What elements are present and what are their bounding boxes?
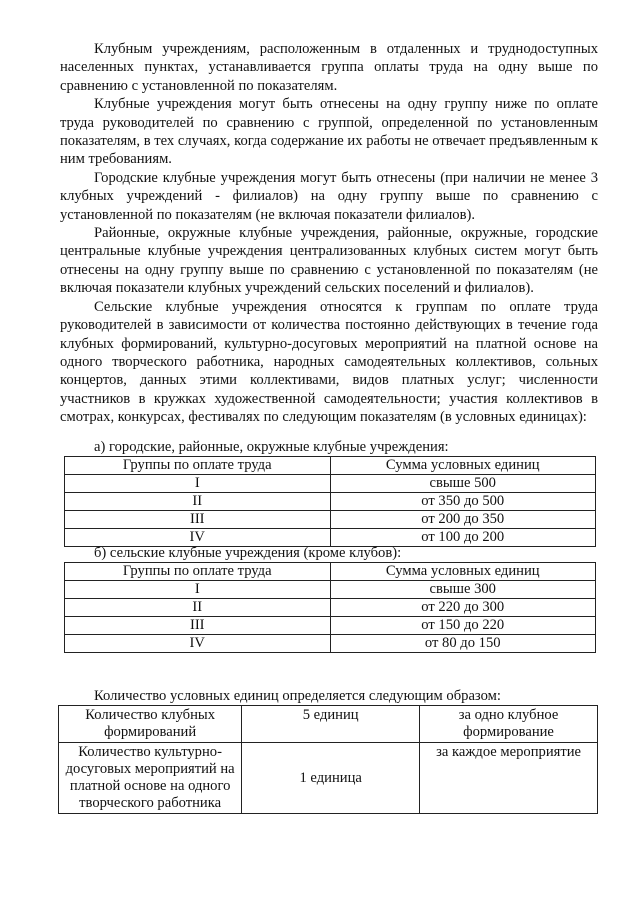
paragraph: Клубные учреждения могут быть отнесены на одну группу ниже по оплате труда руководителей по сравнению с группой, определенной по установленным показателям, в тех случаях, когда содержание их работы не отвечает предъявленным к ним требованиям. <box>60 96 598 168</box>
table-row <box>65 493 596 511</box>
table-b <box>64 562 596 653</box>
table-cell: Количество культурно-досуговых мероприятий на платной основе на одного творческого работника <box>59 743 242 814</box>
table-row <box>59 706 598 743</box>
table-cell: IV <box>65 635 331 653</box>
table-header: Сумма условных единиц <box>330 563 596 581</box>
table-cell: свыше 300 <box>330 581 596 599</box>
table-c <box>58 705 598 814</box>
table-cell: за одно клубное формирование <box>420 706 598 743</box>
table-cell: I <box>65 581 331 599</box>
paragraph: Клубным учреждениям, расположенным в отдаленных и труднодоступных населенных пунктах, устанавливается группа оплаты труда на одну выше по сравнению с установленной по показателям. <box>60 41 598 94</box>
table-row <box>59 743 598 814</box>
table-row <box>65 511 596 529</box>
table-c-caption: Количество условных единиц определяется следующим образом: <box>94 688 501 704</box>
table-cell: II <box>65 599 331 617</box>
table-a <box>64 456 596 547</box>
table-row <box>65 635 596 653</box>
paragraph: Сельские клубные учреждения относятся к группам по оплате труда руководителей в зависимости от количества постоянно действующих в течение года клубных формирований, культурно-досуговых мероприятий на платной основе на одного творческого работника, народных самодеятельных коллективов, сольных концертов, данных этими коллективами, видов платных услуг; численности участников в кружках художественной самодеятельности; участия коллективов в смотрах, конкурсах, фестивалях по следующим показателям (в условных единицах): <box>60 298 598 426</box>
table-cell: от 220 до 300 <box>330 599 596 617</box>
table-header: Группы по оплате труда <box>65 563 331 581</box>
table-cell: 1 единица <box>242 743 420 814</box>
table-cell: III <box>65 617 331 635</box>
table-cell: свыше 500 <box>330 475 596 493</box>
paragraph: Районные, окружные клубные учреждения, районные, окружные, городские центральные клубные учреждения централизованных клубных систем могут быть отнесены на одну группу выше по сравнению с установленной по показателям (не включая показатели клубных учреждений сельских поселений и филиалов). <box>60 225 598 297</box>
table-b-caption: б) сельские клубные учреждения (кроме клубов): <box>94 545 402 561</box>
table-row <box>65 599 596 617</box>
table-cell: III <box>65 511 331 529</box>
table-cell: от 200 до 350 <box>330 511 596 529</box>
table-cell: I <box>65 475 331 493</box>
table-cell: от 80 до 150 <box>330 635 596 653</box>
table-header: Группы по оплате труда <box>65 457 331 475</box>
table-row <box>65 617 596 635</box>
table-row <box>65 581 596 599</box>
table-cell: Количество клубных формирований <box>59 706 242 743</box>
table-cell: 5 единиц <box>242 706 420 743</box>
table-cell: от 100 до 200 <box>330 529 596 547</box>
body-text <box>60 40 598 427</box>
table-row <box>65 475 596 493</box>
table-cell: II <box>65 493 331 511</box>
paragraph: Городские клубные учреждения могут быть отнесены (при наличии не менее 3 клубных учреждений - филиалов) на одну группу выше по сравнению с установленной по показателям (не включая показатели филиалов). <box>60 169 598 223</box>
table-header: Сумма условных единиц <box>330 457 596 475</box>
table-cell: за каждое мероприятие <box>420 743 598 814</box>
table-cell: IV <box>65 529 331 547</box>
table-cell: от 150 до 220 <box>330 617 596 635</box>
table-a-caption: а) городские, районные, окружные клубные учреждения: <box>94 439 449 455</box>
table-cell: от 350 до 500 <box>330 493 596 511</box>
